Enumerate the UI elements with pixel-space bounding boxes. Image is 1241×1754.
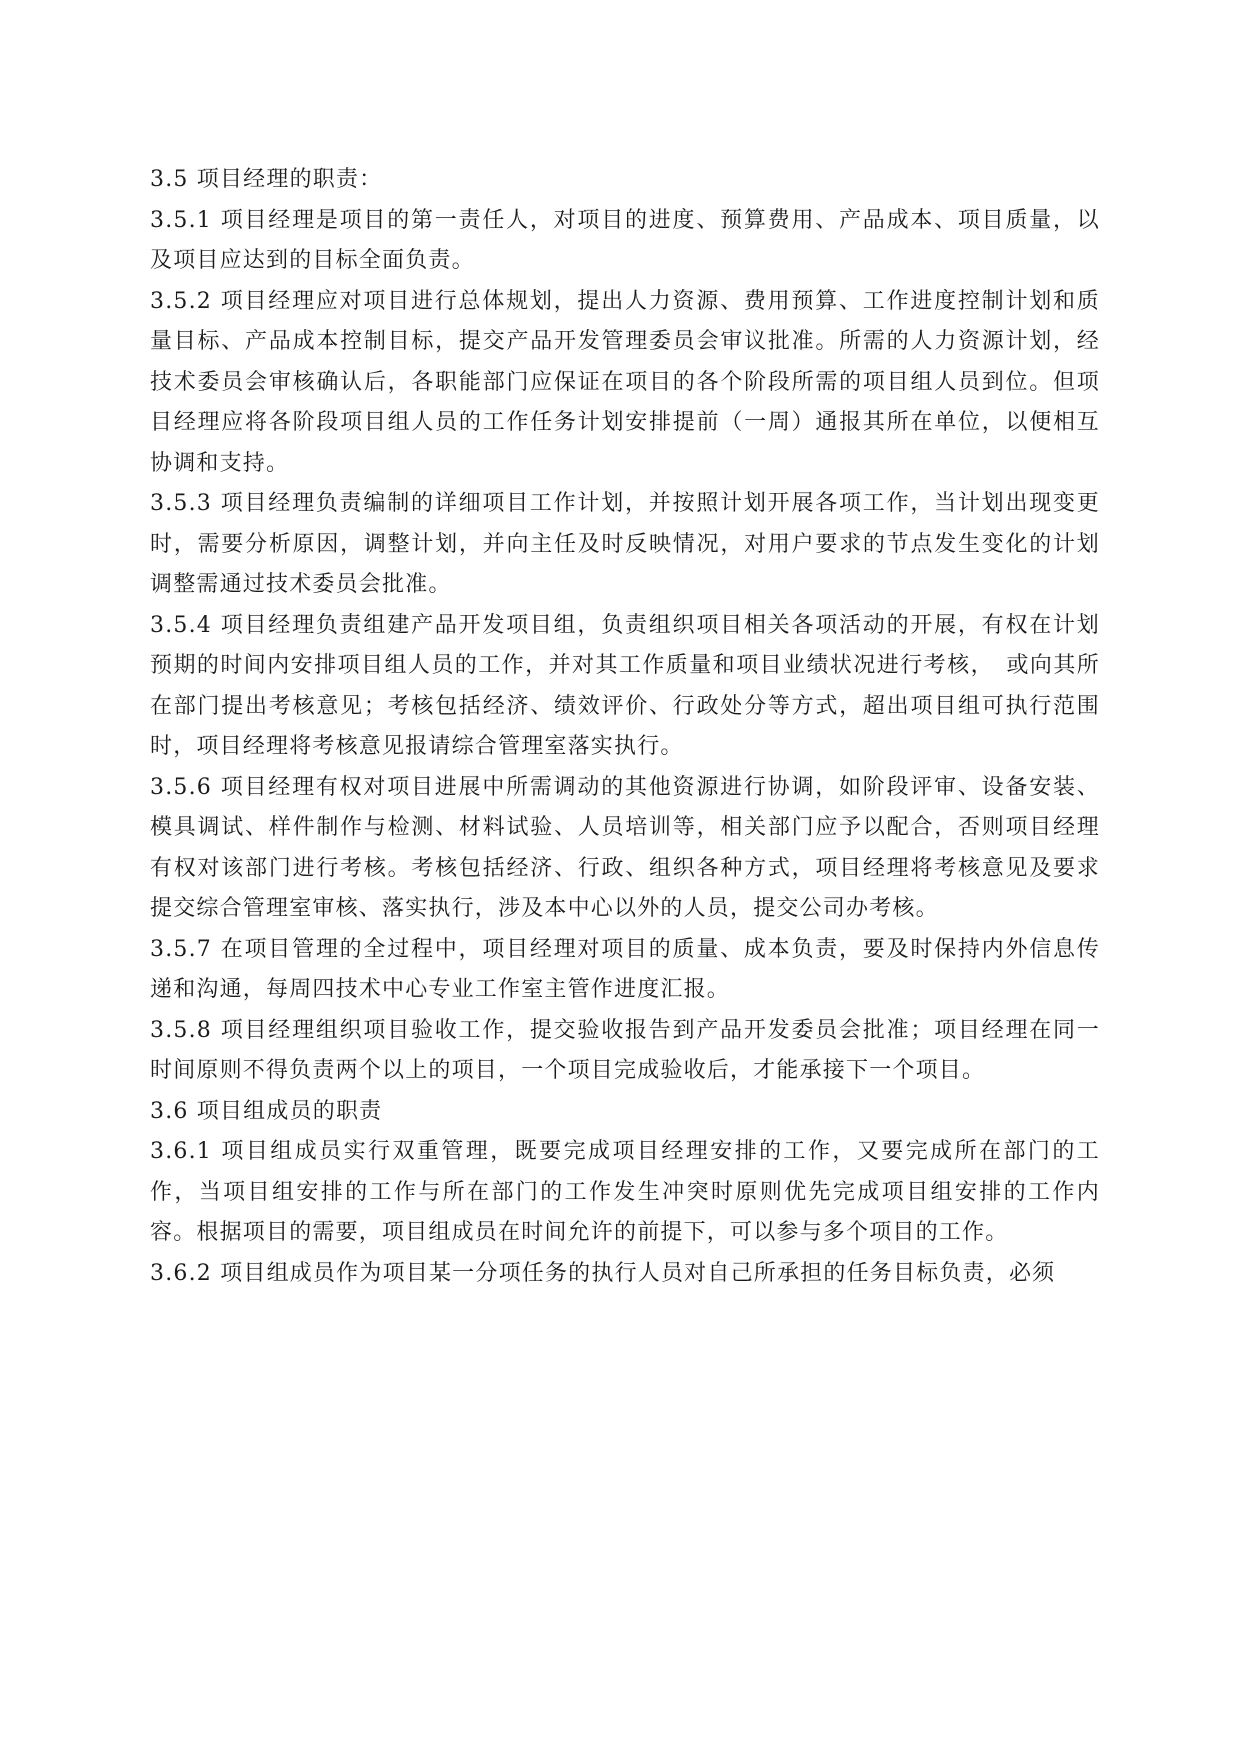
paragraph-3-5-2: 3.5.2 项目经理应对项目进行总体规划，提出人力资源、费用预算、工作进度控制计划和质量目标、产品成本控制目标，提交产品开发管理委员会审议批准。所需的人力资源计划，经技术委员会审核确认后，各职能部门应保证在项目的各个阶段所需的项目组人员到位。但项目经理应将各阶段项目组人员的工作任务计划安排提前（一周）通报其所在单位，以便相互协调和支持。 xyxy=(150,288,1100,476)
paragraph-3-6-2: 3.6.2 项目组成员作为项目某一分项任务的执行人员对自己所承担的任务目标负责，必须 xyxy=(150,1260,1056,1286)
section-heading-3-6: 3.6 项目组成员的职责 xyxy=(150,1098,383,1124)
paragraph-3-5-7: 3.5.7 在项目管理的全过程中，项目经理对项目的质量、成本负责，要及时保持内外信息传递和沟通，每周四技术中心专业工作室主管作进度汇报。 xyxy=(150,936,1100,1002)
section-heading-3-5: 3.5 项目经理的职责： xyxy=(150,167,383,192)
paragraph-3-5-1: 3.5.1 项目经理是项目的第一责任人，对项目的进度、预算费用、产品成本、项目质量，以及项目应达到的目标全面负责。 xyxy=(150,207,1100,273)
document-body xyxy=(150,160,1100,1294)
paragraph-3-5-4: 3.5.4 项目经理负责组建产品开发项目组，负责组织项目相关各项活动的开展，有权在计划预期的时间内安排项目组人员的工作，并对其工作质量和项目业绩状况进行考核， 或向其所在部门提出考核意见；考核包括经济、绩效评价、行政处分等方式，超出项目组可执行范围时，项目经理将考核意见报请综合管理室落实执行。 xyxy=(150,612,1100,759)
paragraph-3-5-8: 3.5.8 项目经理组织项目验收工作，提交验收报告到产品开发委员会批准；项目经理在同一时间原则不得负责两个以上的项目，一个项目完成验收后，才能承接下一个项目。 xyxy=(150,1017,1100,1083)
paragraph-3-5-6: 3.5.6 项目经理有权对项目进展中所需调动的其他资源进行协调，如阶段评审、设备安装、模具调试、样件制作与检测、材料试验、人员培训等，相关部门应予以配合，否则项目经理有权对该部门进行考核。考核包括经济、行政、组织各种方式，项目经理将考核意见及要求提交综合管理室审核、落实执行，涉及本中心以外的人员，提交公司办考核。 xyxy=(150,774,1100,921)
paragraph-3-5-3: 3.5.3 项目经理负责编制的详细项目工作计划，并按照计划开展各项工作，当计划出现变更时，需要分析原因，调整计划，并向主任及时反映情况，对用户要求的节点发生变化的计划调整需通过技术委员会批准。 xyxy=(150,491,1100,597)
paragraph-3-6-1: 3.6.1 项目组成员实行双重管理，既要完成项目经理安排的工作，又要完成所在部门的工作，当项目组安排的工作与所在部门的工作发生冲突时原则优先完成项目组安排的工作内容。根据项目的需要，项目组成员在时间允许的前提下，可以参与多个项目的工作。 xyxy=(150,1139,1100,1245)
